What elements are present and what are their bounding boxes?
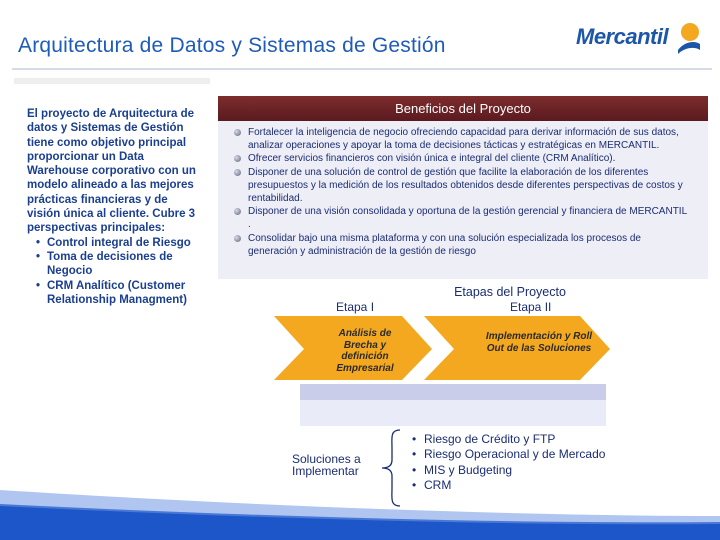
- solution-item: • CRM: [412, 478, 605, 493]
- stages-title: Etapas del Proyecto: [454, 285, 566, 299]
- solution-item: • Riesgo Operacional y de Mercado: [412, 447, 605, 462]
- benefit-text: Disponer de una visión consolidada y oportuna de la gestión gerencial y financiera de MERCANTIL .: [248, 206, 687, 231]
- stage1-description: Análisis de Brecha y definición Empresarial: [336, 328, 394, 374]
- benefit-item: [230, 166, 688, 206]
- benefit-item: [230, 126, 688, 152]
- bullet-icon: [234, 129, 241, 136]
- solution-item: • MIS y Budgeting: [412, 463, 605, 478]
- bullet-icon: [234, 169, 241, 176]
- perspectives-list: [27, 236, 202, 307]
- benefit-item: [230, 232, 688, 258]
- benefit-item: [230, 152, 688, 165]
- benefit-text: Ofrecer servicios financieros con visión única e integral del cliente (CRM Analítico).: [248, 153, 616, 165]
- left-panel-top-bar: [14, 78, 210, 84]
- perspective-item: • Toma de decisiones de Negocio: [27, 250, 202, 279]
- logo-text: Mercantil: [576, 24, 669, 49]
- mercantil-logo-icon: [674, 20, 702, 56]
- stage2-label: Etapa II: [510, 300, 552, 314]
- benefit-item: [230, 205, 688, 231]
- stage2-description: Implementación y Roll Out de las Soluciones: [485, 331, 593, 354]
- footer-wave: [0, 470, 720, 540]
- bullet-icon: [234, 155, 241, 162]
- timeline-bar-lower: [300, 400, 606, 426]
- intro-paragraph: El proyecto de Arquitectura de datos y Sistemas de Gestión tiene como objetivo principal proporcionar un Data Warehouse corporativo con un modelo alineado a las mejores prácticas financieras y de visión única al cliente. Cubre 3 perspectivas principales:: [27, 108, 196, 235]
- title-rule: [12, 68, 712, 70]
- bullet-icon: [234, 208, 241, 215]
- benefit-text: Disponer de una solución de control de gestión que facilite la elaboración de los diferentes presupuestos y la medición de los resultados obtenidos desde diferentes perspectivas de costos y rentabilidad.: [248, 166, 683, 205]
- benefits-list: [230, 126, 688, 258]
- benefit-text: Fortalecer la inteligencia de negocio ofreciendo capacidad para derivar información de sus datos, analizar operaciones y apoyar la toma de decisiones tácticas y estratégicas en MERCANTIL.: [248, 127, 679, 152]
- solution-item: • Riesgo de Crédito y FTP: [412, 432, 605, 447]
- benefit-text: Consolidar bajo una misma plataforma y con una solución especializada los procesos de generación y administración de la gestión de riesgo: [248, 232, 641, 257]
- timeline-bar: [300, 384, 606, 400]
- stage1-label: Etapa I: [336, 300, 375, 314]
- solutions-label: Soluciones a Implementar: [292, 452, 361, 478]
- perspective-item: • Control integral de Riesgo: [27, 236, 202, 250]
- intro-text-block: [27, 107, 202, 307]
- perspective-item: • CRM Analítico (Customer Relationship Managment): [27, 279, 202, 308]
- bullet-icon: [234, 235, 241, 242]
- mercantil-logo: [576, 18, 702, 58]
- page-title: Arquitectura de Datos y Sistemas de Gestión: [18, 34, 446, 57]
- benefits-header: Beneficios del Proyecto: [218, 96, 708, 121]
